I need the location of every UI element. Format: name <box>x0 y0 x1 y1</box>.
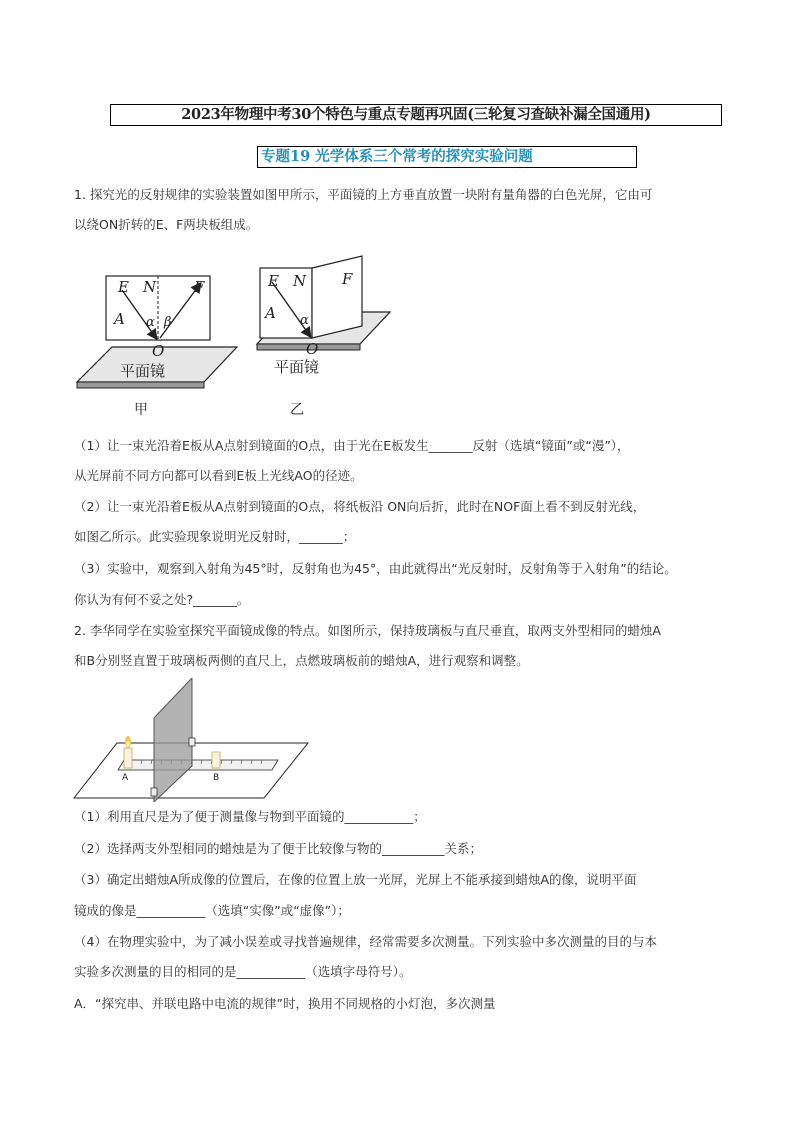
q1-sub2-line1: （2）让一束光沿着E板从A点射到镜面的O点，将纸板沿 ON向后折，此时在NOF面上看不到反射光线， <box>74 499 646 514</box>
q1-sub3-line2: 你认为有何不妥之处?_______。 <box>74 592 250 607</box>
glass-clip-top <box>189 738 195 746</box>
q2-sub4-line2: 实验多次测量的目的相同的是___________（选填字母符号）。 <box>74 964 412 979</box>
glass-clip-bottom <box>151 788 157 796</box>
label-E-yi: E <box>268 272 279 290</box>
q2-sub4-line1: （4）在物理实验中，为了减小误差或寻找普遍规律，经常需要多次测量。下列实验中多次测量的目的与本 <box>74 934 657 949</box>
q1-sub3-line1: （3）实验中，观察到入射角为45°时，反射角也为45°，由此就得出“光反射时，反射角等于入射角”的结论。 <box>74 561 677 576</box>
label-mirror-jia: 平面镜 <box>120 362 166 380</box>
candle-b <box>212 752 220 768</box>
q1-sub1-line1: （1）让一束光沿着E板从A点射到镜面的O点，由于光在E板发生_______反射（选填“镜面”或“漫”）， <box>74 438 630 453</box>
q2-intro-line2: 和B分别竖直置于玻璃板两侧的直尺上，点燃玻璃板前的蜡烛A，进行观察和调整。 <box>74 653 529 668</box>
q1-sub1-line2: 从光屏前不同方向都可以看到E板上光线AO的径迹。 <box>74 468 363 483</box>
label-yi: 乙 <box>290 402 304 418</box>
topic-subtitle: 专题19 光学体系三个常考的探究实验问题 <box>257 146 637 168</box>
plane-mirror-figure <box>72 678 312 802</box>
label-F-jia: F <box>194 278 205 296</box>
label-O-jia: O <box>152 342 165 360</box>
label-mirror-yi: 平面镜 <box>274 358 320 376</box>
screen-board-F-yi <box>312 256 362 338</box>
candle-a <box>124 736 132 768</box>
q1-intro-line2: 以绕ON折转的E、F两块板组成。 <box>74 217 259 232</box>
q1-sub2-line2: 如图乙所示。此实验现象说明光反射时，_______； <box>74 529 356 544</box>
label-A-jia: A <box>114 310 125 328</box>
label-beta-jia: β <box>164 315 172 330</box>
label-O-yi: O <box>306 340 319 358</box>
q2-sub1: （1）利用直尺是为了便于测量像与物到平面镜的___________； <box>74 809 426 824</box>
label-alpha-yi: α <box>300 313 309 328</box>
q2-sub3-line2: 镜成的像是___________（选填“实像”或“虚像”）； <box>74 903 350 918</box>
q2-option-a: A．“探究串、并联电路中电流的规律”时，换用不同规格的小灯泡，多次测量 <box>74 996 496 1011</box>
label-F-yi: F <box>342 270 353 288</box>
reflection-figure <box>72 252 392 422</box>
label-jia: 甲 <box>134 402 148 418</box>
document-title: 2023年物理中考30个特色与重点专题再巩固(三轮复习查缺补漏全国通用) <box>110 104 722 126</box>
label-candle-a: A <box>122 773 129 783</box>
q1-intro-line1: 1. 探究光的反射规律的实验装置如图甲所示，平面镜的上方垂直放置一块附有量角器的白色光屏，它由可 <box>74 187 653 202</box>
label-A-yi: A <box>265 304 276 322</box>
label-N-jia: N <box>143 278 157 296</box>
q2-sub3-line1: （3）确定出蜡烛A所成像的位置后，在像的位置上放一光屏，光屏上不能承接到蜡烛A的像，说明平面 <box>74 872 637 887</box>
label-N-yi: N <box>293 272 307 290</box>
ruler <box>118 760 278 770</box>
label-alpha-jia: α <box>146 315 155 330</box>
label-candle-b: B <box>213 773 220 783</box>
label-E-jia: E <box>118 278 129 296</box>
q2-intro-line1: 2. 李华同学在实验室探究平面镜成像的特点。如图所示，保持玻璃板与直尺垂直，取两支外型相同的蜡烛A <box>74 623 661 638</box>
q2-sub2: （2）选择两支外型相同的蜡烛是为了便于比较像与物的__________关系； <box>74 841 482 856</box>
